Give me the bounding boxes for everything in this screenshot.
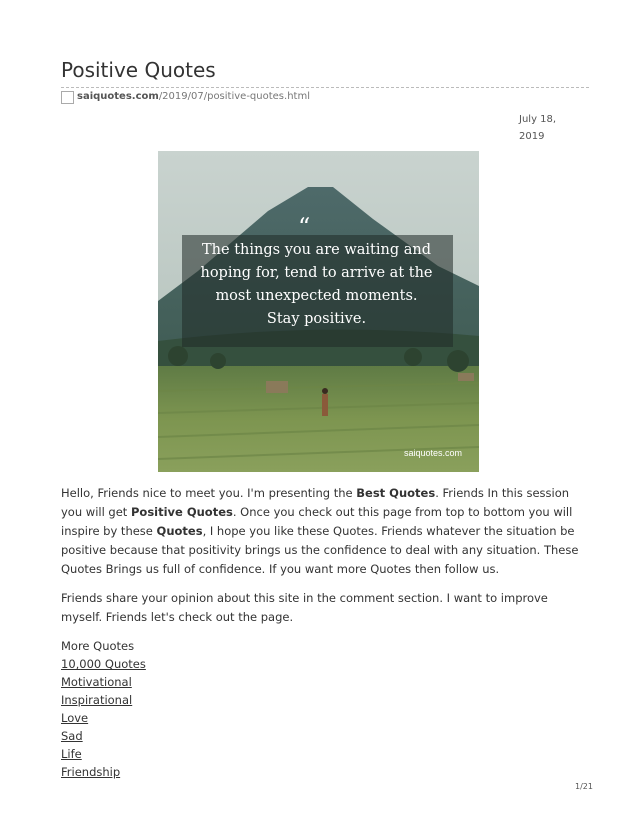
quote-line: Stay positive. <box>266 311 367 327</box>
bold-text: Positive Quotes <box>130 505 233 519</box>
page-number: 1/21 <box>575 782 593 791</box>
link-inspirational[interactable]: Inspirational <box>61 693 133 707</box>
source-url[interactable] <box>77 91 310 102</box>
link-life[interactable]: Life <box>61 747 82 761</box>
link-friendship[interactable]: Friendship <box>61 765 121 779</box>
quote-line: most unexpected moments. <box>215 288 418 304</box>
source-domain[interactable]: saiquotes.com <box>77 91 159 102</box>
quote-overlay <box>181 231 452 351</box>
intro-paragraph <box>61 484 581 579</box>
link-love[interactable]: Love <box>61 711 89 725</box>
article-body <box>61 484 581 781</box>
post-date-line2: 2019 <box>519 131 545 142</box>
more-quotes-list <box>61 637 581 781</box>
image-watermark: saiquotes.com <box>404 448 463 458</box>
quote-line: hoping for, tend to arrive at the <box>200 265 433 281</box>
bold-text: Best Quotes <box>356 486 436 500</box>
text-run: , I hope you like these Quotes. Friends whatever the situation be positive because that positivity brings us the confidence to deal with any situation. These Quotes Brings us full of confidence. If you want more Quotes then follow us. <box>61 524 579 576</box>
quote-line: The things you are waiting and <box>202 242 431 258</box>
source-path[interactable]: /2019/07/positive-quotes.html <box>158 91 310 102</box>
title-divider <box>61 87 589 88</box>
text-run: . Friends In this session you will get <box>61 486 570 519</box>
text-run: Hello, Friends nice to meet you. I'm presenting the <box>61 486 357 500</box>
link-10000-quotes[interactable]: 10,000 Quotes <box>61 657 146 671</box>
post-date-line1: July 18, <box>519 114 557 125</box>
more-quotes-label: More Quotes <box>61 639 135 653</box>
favicon-icon <box>61 91 74 104</box>
page-title: Positive Quotes <box>61 58 216 82</box>
link-motivational[interactable]: Motivational <box>61 675 132 689</box>
quote-text <box>181 231 452 331</box>
opinion-paragraph: Friends share your opinion about this site in the comment section. I want to improve myself. Friends let's check out the page. <box>61 591 548 624</box>
text-run: . Once you check out this page from top to bottom you will inspire by these <box>61 505 573 538</box>
quote-mark: “ <box>298 213 311 241</box>
post-date <box>519 111 569 145</box>
link-sad[interactable]: Sad <box>61 729 83 743</box>
bold-text: Quotes <box>156 524 203 538</box>
